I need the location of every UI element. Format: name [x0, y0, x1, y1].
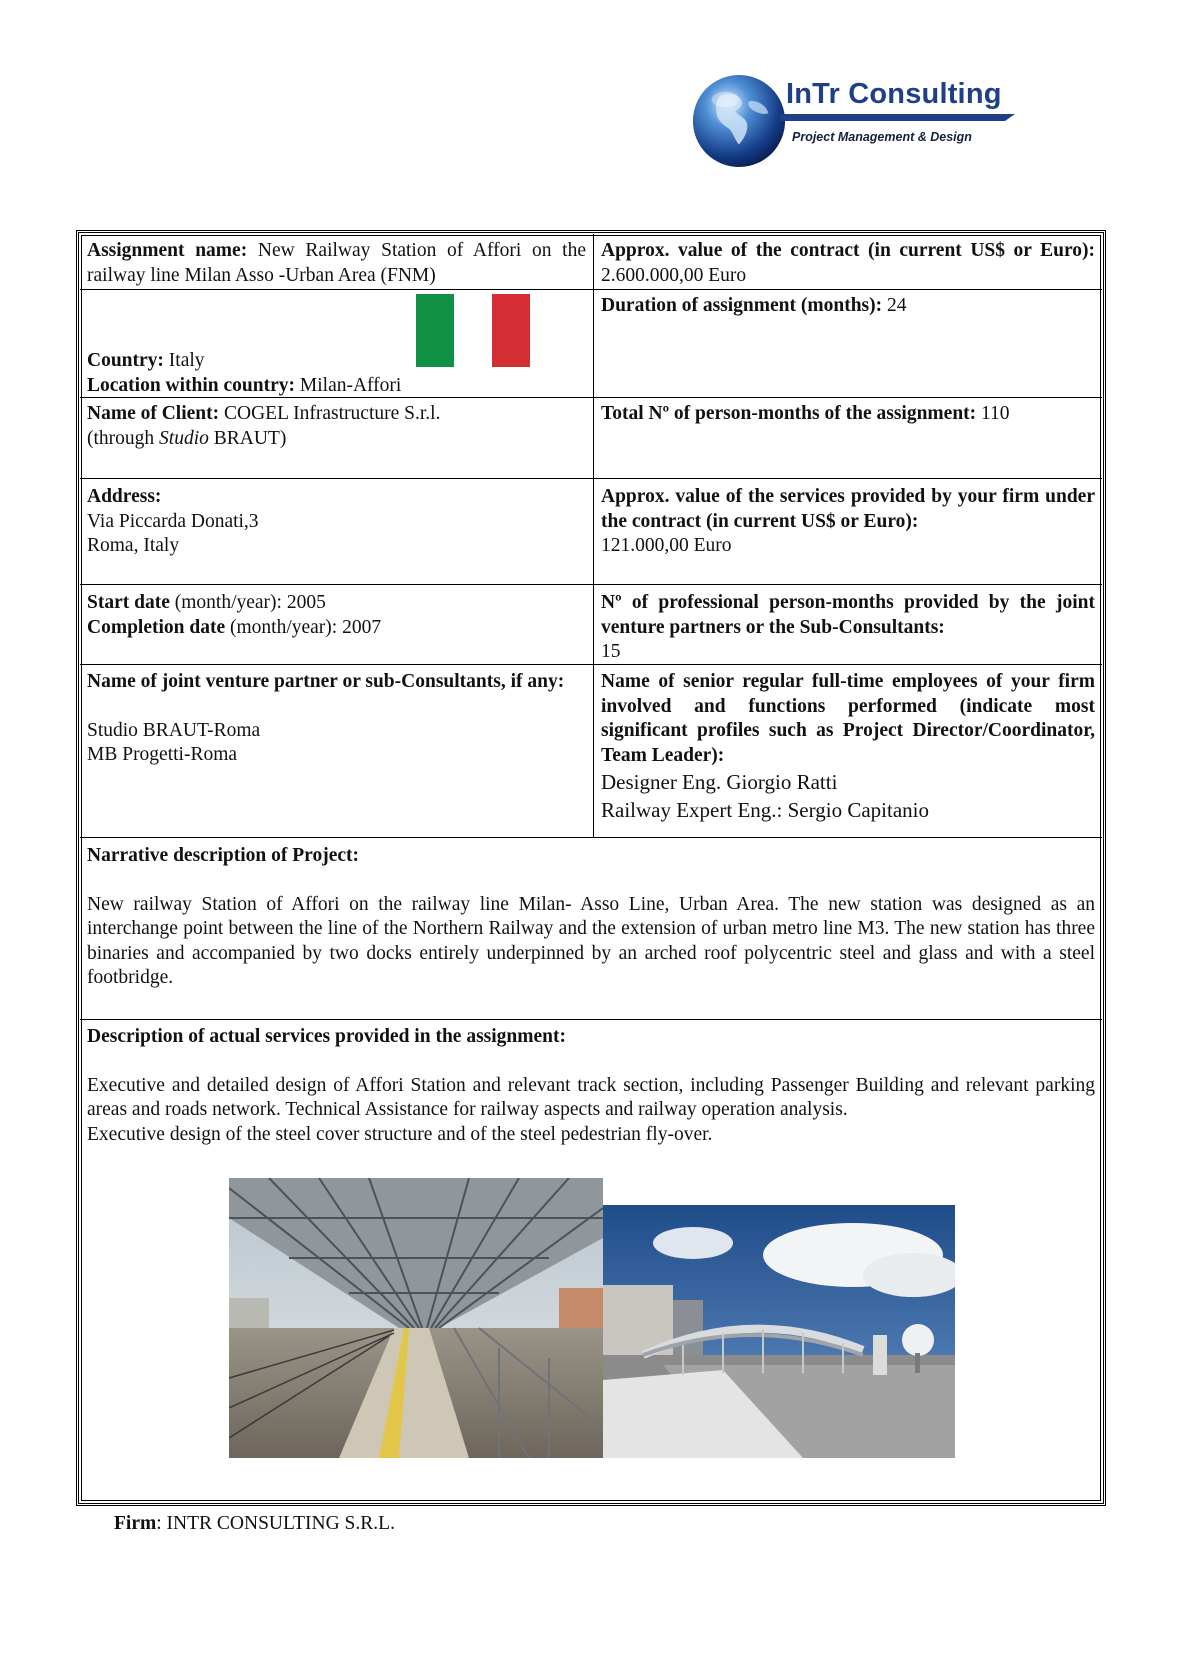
station-canopy-photo: [229, 1178, 603, 1458]
person-months-value: 110: [976, 403, 1010, 424]
address-line-1: Via Piccarda Donati,3: [87, 510, 259, 532]
jv-partner-item: Studio BRAUT-Roma: [87, 719, 261, 741]
senior-staff-cell: [594, 667, 1102, 827]
logo-company-name: InTr Consulting: [786, 78, 1002, 110]
assignment-name-value: New Railway Station of Affori on the railway line Milan Asso -Urban Area (FNM): [87, 240, 586, 286]
logo-tagline: Project Management & Design: [792, 130, 972, 144]
client-through-studio: Studio: [159, 427, 209, 449]
assignment-name-label: Assignment name:: [87, 240, 248, 261]
logo-underline-bar: [780, 114, 1015, 121]
completion-date-value: (month/year): 2007: [225, 616, 382, 638]
firm-label: Firm: [114, 1513, 157, 1534]
services-description-text-2: Executive design of the steel cover structure and of the steel pedestrian fly-over.: [87, 1123, 713, 1145]
row-divider: [80, 1019, 1102, 1020]
firm-footer: [114, 1513, 395, 1535]
assignment-name-cell: [80, 236, 593, 291]
start-date-label: Start date: [87, 592, 170, 613]
contract-value-label: Approx. value of the contract (in current US$ or Euro):: [601, 240, 1095, 261]
jv-partners-cell: [80, 667, 593, 771]
footbridge-render-photo: [603, 1205, 955, 1458]
contract-value-value: 2.600.000,00 Euro: [601, 264, 747, 286]
jv-partners-label: Name of joint venture partner or sub-Consultants, if any:: [87, 671, 565, 692]
narrative-label: Narrative description of Project:: [87, 845, 360, 866]
client-through-prefix: (through: [87, 427, 160, 449]
duration-cell: [594, 291, 1102, 322]
professional-months-label: Nº of professional person-months provided by the joint venture partners or the Sub-Consultants:: [601, 592, 1095, 638]
narrative-text: New railway Station of Affori on the railway line Milan- Asso Line, Urban Area. The new station was designed as an interchange point between the line of the Northern Railway and the extension of urban metro line M3. The new station has three binaries and accompanied by two docks entirely underpinned by an arched roof polycentric steel and glass and with a steel footbridge.: [87, 893, 1095, 988]
company-logo: [690, 70, 1050, 180]
services-description-cell: [80, 1022, 1102, 1150]
firm-value: : INTR CONSULTING S.R.L.: [156, 1513, 395, 1534]
start-date-value: (month/year): 2005: [169, 592, 326, 613]
row-divider: [80, 478, 1102, 479]
address-label: Address:: [87, 486, 162, 507]
client-cell: [80, 399, 593, 454]
services-value-value: 121.000,00 Euro: [601, 535, 732, 556]
country-label: Country:: [87, 350, 164, 371]
dates-cell: [80, 588, 593, 643]
address-cell: [80, 482, 593, 562]
person-months-label: Total Nº of person-months of the assignment:: [601, 403, 977, 424]
professional-months-cell: [594, 588, 1102, 668]
senior-staff-item: Designer Eng. Giorgio Ratti: [601, 770, 838, 794]
senior-staff-item: Railway Expert Eng.: Sergio Capitanio: [601, 798, 929, 822]
duration-value: 24: [882, 295, 907, 316]
row-divider: [80, 837, 1102, 838]
country-value: Italy: [163, 350, 205, 371]
duration-label: Duration of assignment (months):: [601, 295, 883, 316]
client-value: COGEL Infrastructure S.r.l.: [219, 403, 441, 424]
contract-value-cell: [594, 236, 1102, 291]
country-cell: [80, 346, 593, 401]
person-months-cell: [594, 399, 1102, 430]
narrative-cell: [80, 841, 1102, 994]
location-label: Location within country:: [87, 374, 296, 396]
services-description-label: Description of actual services provided in the assignment:: [87, 1026, 566, 1047]
services-value-label: Approx. value of the services provided by your firm under the contract (in current US$ or Euro):: [601, 486, 1095, 532]
globe-icon: [690, 72, 788, 170]
services-value-cell: [594, 482, 1102, 562]
services-description-text: Executive and detailed design of Affori Station and relevant track section, including Passenger Building and relevant parking areas and roads network. Technical Assistance for railway aspects and railway operation analysis.: [87, 1074, 1095, 1120]
professional-months-value: 15: [601, 641, 621, 662]
completion-date-label: Completion date: [87, 616, 226, 638]
client-label: Name of Client:: [87, 403, 220, 424]
address-line-2: Roma, Italy: [87, 535, 180, 556]
jv-partner-item: MB Progetti-Roma: [87, 744, 238, 765]
row-divider: [80, 584, 1102, 585]
client-through-suffix: BRAUT): [208, 427, 287, 449]
location-value: Milan-Affori: [295, 374, 402, 396]
senior-staff-label: Name of senior regular full-time employees of your firm involved and functions performed (indicate most significant profiles such as Project Director/Coordinator, Team Leader):: [601, 671, 1095, 766]
